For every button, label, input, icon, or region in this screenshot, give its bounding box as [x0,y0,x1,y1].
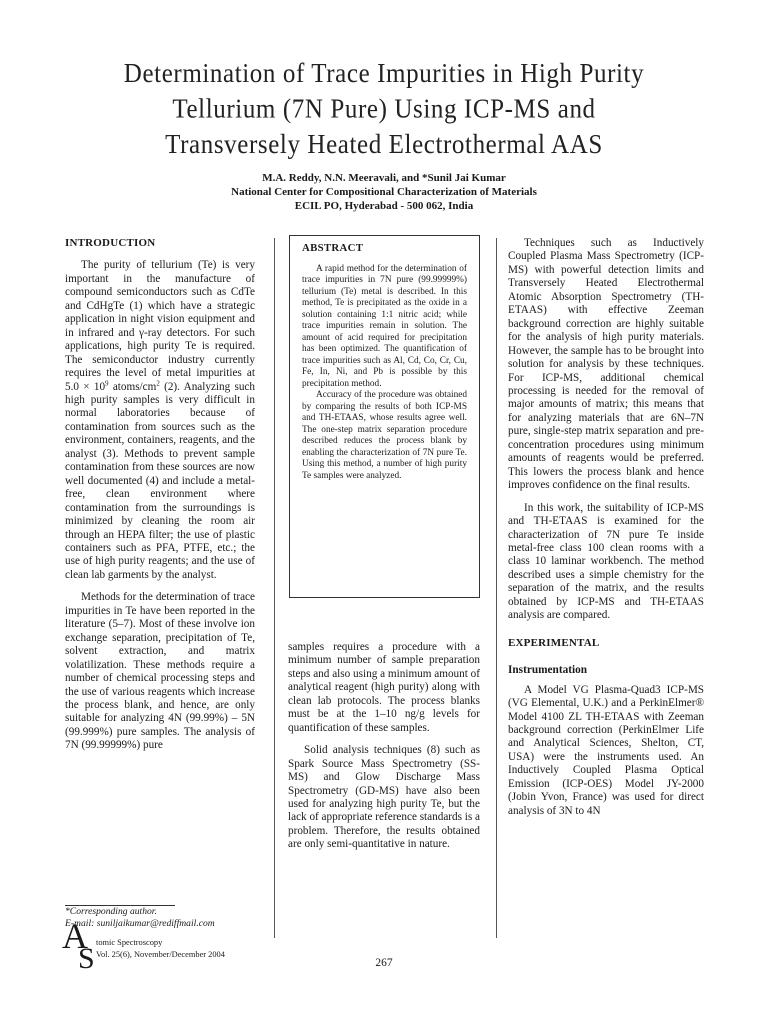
column-2 [288,641,480,861]
column-3 [508,237,704,827]
journal-volume: Vol. 25(6), November/December 2004 [96,950,225,959]
gamma-symbol: γ [139,326,144,339]
abstract-box [289,235,480,598]
introduction-paragraph-2: Methods for the determination of trace impurities in Te have been reported in the literature (5–7). Most of these involve ion exchange separation, precipitation of Te, solvent extraction, and matrix volatilization. These methods require a number of chemical processing steps and the use of various reagents which increase the process blank, and hence, are only suitable for analyzing 4N (99.99%) – 5N (99.999%) pure samples. The analysis of 7N (99.99999%) pure [65,591,255,752]
address: ECIL PO, Hyderabad - 500 062, India [294,200,474,212]
author-block [60,171,708,213]
column-3-paragraph-2: In this work, the suitability of ICP-MS and TH-ETAAS is examined for the characterization of 7N pure Te inside metal-free class 100 clean rooms with a class 10 laminar workbench. The method described uses a simple chemistry for the separation of the matrix, and the results obtained by ICP-MS and TH-ETAAS analysis are compared. [508,501,704,622]
journal-name: tomic Spectroscopy [96,938,163,947]
journal-logo-s: S [78,942,95,975]
title-line-3: Transversely Heated Electrothermal AAS [165,130,603,160]
column-divider-right [496,238,497,938]
page-number: 267 [375,957,393,969]
experimental-heading: EXPERIMENTAL [508,636,600,649]
introduction-paragraph-1: The purity of tellurium (Te) is very important in the manufacture of compound semiconductors such as CdTe and CdHgTe (1) which have a strategic application in night vision equipment and in infrared and γ-ray detectors. For such applications, high purity Te is required. The semiconductor industry currently requires the level of metal impurities at $5.0 \times 10^9$ atoms/$cm^2$ (2). Analyzing such high purity samples is very difficult in normal laboratories because of contamination from sources such as the environment, containers, reagents, and the analyst (3). Methods to prevent sample contamination from these sources are now well documented (4) and include a metal-free, clean environment where contamination from the surroundings is minimized by cleaning the room air through an HEPA filter; the use of plastic containers such as PFA, PTFE, etc.; the use of high purity reagents; and the use of clean lab garments by the analyst. [65,259,255,581]
column-divider-left [274,238,275,938]
column-2-paragraph-2: Solid analysis techniques (8) such as Spark Source Mass Spectrometry (SS-MS) and Glow Discharge Mass Spectrometry (GD-MS) have also been used for analyzing high purity Te, but the lack of appropriate reference standards is a problem. Therefore, the results obtained are only semi-quantitative in nature. [288,744,480,851]
article-title [60,56,708,163]
journal-info [96,937,225,961]
affiliation: National Center for Compositional Characterization of Materials [231,186,537,198]
column-1 [65,237,255,762]
column-3-paragraph-1: Techniques such as Inductively Coupled Plasma Mass Spectrometry (ICP-MS) with powerful detection limits and Transversely Heated Electrothermal Atomic Absorption Spectrometry (TH-ETAAS) with effective Zeeman background correction are highly suitable for the analysis of high purity materials. However, the sample has to be brought into solution for analysis by these techniques. For ICP-MS, additional chemical processing is needed for the removal of major amounts of matrix; this means that for analyzing materials that are 6N–7N pure, single-step matrix separation and pre-concentration procedures using minimum amounts of reagents would be preferred. This lowers the process blank and hence improves confidence on the final results. [508,237,704,492]
abstract-paragraph-1: A rapid method for the determination of trace impurities in 7N pure (99.99999%) tellurium (Te) metal is described. In this method, Te is precipitated as the oxide in a solution containing 1:1 nitric acid; while trace impurities remain in solution. The amount of acid required for precipitation has been optimized. The quantification of trace impurities such as Al, Cd, Co, Cr, Cu, Fe, In, Ni, and Pb is possible by this precipitation method. [302,263,467,389]
author-email: E-mail: suniljaikumar@rediffmail.com [65,918,215,929]
introduction-heading: INTRODUCTION [65,237,156,249]
authors: M.A. Reddy, N.N. Meeravali, and *Sunil Jai Kumar [262,172,506,184]
corresponding-author: *Corresponding author. [65,906,157,917]
title-line-1: Determination of Trace Impurities in High Purity [123,59,645,89]
abstract-paragraph-2: Accuracy of the procedure was obtained by comparing the results of both ICP-MS and TH-ETAAS, whose results agree well. The one-step matrix separation procedure described reduces the process blank by enabling the characterization of 7N pure Te. Using this method, a number of high purity Te samples were analyzed. [302,390,467,481]
title-line-2: Tellurium (7N Pure) Using ICP-MS and [172,94,596,125]
instrumentation-paragraph: A Model VG Plasma-Quad3 ICP-MS (VG Elemental, U.K.) and a PerkinElmer® Model 4100 ZL TH-ETAAS with Zeeman background correction (PerkinElmer Life and Analytical Sciences, Shelton, CT, USA) were the instruments used. An Inductively Coupled Plasma Optical Emission (ICP-OES) Model JY-2000 (Jobin Yvon, France) was used for direct analysis of 3N to 4N [508,683,704,817]
abstract-heading: ABSTRACT [302,242,364,254]
instrumentation-heading: Instrumentation [508,664,588,677]
journal-logo-a: A [62,916,88,956]
column-2-paragraph-1: samples requires a procedure with a minimum number of sample preparation steps and also using a minimum amount of analytical reagent (high purity) along with clean lab protocols. The process blanks must be at the 1–10 ng/g levels for quantification of these samples. [288,641,480,734]
